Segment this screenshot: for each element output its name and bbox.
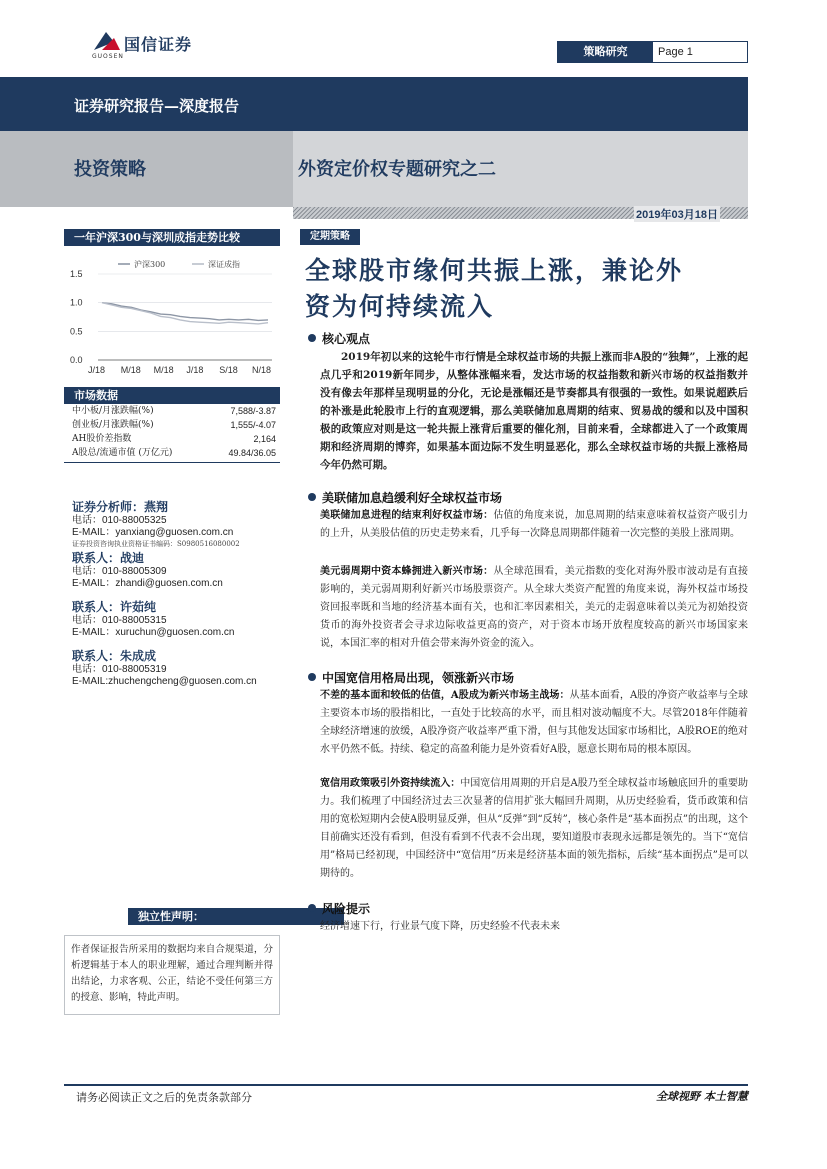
contact-block bbox=[72, 649, 287, 688]
logo-mark-icon bbox=[92, 30, 122, 52]
report-title-line1: 全球股市缘何共振上涨，兼论外 bbox=[305, 256, 684, 285]
x-tick-label: J/18 bbox=[88, 365, 106, 375]
independence-box bbox=[64, 908, 280, 1015]
chart-header: 一年沪深300与深圳成指走势比较 bbox=[64, 229, 280, 246]
market-header: 市场数据 bbox=[64, 387, 280, 404]
paragraph: 美元弱周期中资本蜂拥进入新兴市场：从全球范围看，美元指数的变化对海外股市波动是有直接影响的，美元弱周期利好新兴市场股票资产。从全球大类资产配置的角度来说，海外权益市场投资回报率既和当地的经济基本面有关，也和汇率因素相关，美元的走弱意味着以美元为初始投资货币的海外投资者会寻求边际收益更高的资产，对于资本市场开放程度较高的新兴市场国家来说，本国汇率的相对升值会带来海外资金的流入。 bbox=[320, 566, 749, 649]
market-row: 中小板/月涨跌幅(%) 7,588/-3.87 bbox=[72, 406, 276, 416]
analyst-cert: 证券投资咨询执业资格证书编码：S0980516080002 bbox=[72, 540, 240, 548]
x-tick-label: M/18 bbox=[120, 365, 141, 375]
y-tick-label: 0.0 bbox=[70, 355, 83, 365]
paragraph: 2019年初以来的这轮牛市行情是全球权益市场的共振上涨而非A股的“独舞”，上涨的起点几乎和2019新年同步，从整体涨幅来看，发达市场的权益指数和新兴市场的权益指数并没有像去年那样呈现明显的分化，无论是涨幅还是节奏都具有很强的一致性。如果说超跌后的补涨是此轮股市上行的直观逻辑，那么美联储加息周期的结束、贸易战的缓和以及中国积极的政策应对则是这一轮共振上涨背后重要的催化剂，目前来看，全球都进入了一个政策周期和经济周期的博弈，如果基本面边际不发生明显恶化，那么全球权益市场的共振上涨格局今年仍然可期。 bbox=[320, 351, 748, 471]
report-category: 投资策略 bbox=[74, 159, 146, 180]
bullet-icon bbox=[308, 493, 316, 501]
legend-label: 深证成指 bbox=[208, 260, 240, 269]
header-box bbox=[557, 41, 748, 63]
bullet-icon bbox=[308, 904, 316, 912]
section-heading: 美联储加息趋缓利好全球权益市场 bbox=[308, 489, 502, 506]
legend-label: 沪深300 bbox=[134, 260, 166, 269]
report-series: 外资定价权专题研究之二 bbox=[298, 159, 496, 180]
market-table bbox=[64, 404, 280, 463]
header-section: 策略研究 bbox=[558, 42, 653, 62]
logo-en-text: GUOSEN bbox=[92, 53, 124, 60]
paragraph: 经济增速下行，行业景气度下降，历史经验不代表未来 bbox=[320, 921, 560, 932]
bullet-icon bbox=[308, 673, 316, 681]
contact-block bbox=[72, 551, 287, 590]
series-line bbox=[102, 303, 268, 324]
x-tick-label: J/18 bbox=[186, 365, 204, 375]
contact-email[interactable]: E-MAIL:zhuchengcheng@guosen.com.cn bbox=[72, 676, 257, 687]
y-tick-label: 1.5 bbox=[70, 269, 83, 279]
series-line bbox=[102, 303, 268, 321]
analyst-phone: 电话：010-88005325 bbox=[72, 515, 167, 526]
section-heading: 核心观点 bbox=[308, 330, 370, 347]
index-chart bbox=[64, 248, 280, 384]
x-tick-label: M/18 bbox=[153, 365, 174, 375]
section-heading: 中国宽信用格局出现，领涨新兴市场 bbox=[308, 669, 514, 686]
market-row: A股总/流通市值 (万亿元) 49.84/36.05 bbox=[72, 448, 276, 458]
contact-phone: 电话：010-88005309 bbox=[72, 566, 167, 577]
analyst-block bbox=[72, 500, 287, 549]
paragraph: 不差的基本面和较低的估值，A股成为新兴市场主战场：从基本面看，A股的净资产收益率与全球主要资本市场的股指相比，一直处于比较高的水平，而且相对波动幅度不大。尽管2018年伴随着全球经济增速的放缓，A股净资产收益率严重下滑，但与其他发达国家市场相比，A股ROE的绝对水平仍然不低。持续、稳定的高盈利能力是外资看好A股，愿意长期布局的根本原因。 bbox=[320, 690, 748, 755]
y-tick-label: 0.5 bbox=[70, 326, 83, 337]
x-tick-label: S/18 bbox=[219, 365, 238, 375]
contact-name: 联系人：战迪 bbox=[72, 551, 145, 565]
market-row: 创业板/月涨跌幅(%) 1,555/-4.07 bbox=[72, 420, 276, 430]
contact-phone: 电话：010-88005319 bbox=[72, 664, 167, 675]
section-heading: 风险提示 bbox=[308, 900, 370, 917]
footer-rule bbox=[64, 1084, 748, 1086]
paragraph: 美联储加息进程的结束利好权益市场：估值的角度来说，加息周期的结束意味着权益资产吸引力的上升，从美股估值的历史走势来看，几乎每一次降息周期都伴随着一次完整的美股上涨周期。 bbox=[320, 510, 749, 539]
report-title-line2: 资为何持续流入 bbox=[305, 292, 495, 321]
contact-block bbox=[72, 600, 287, 639]
company-logo bbox=[92, 30, 232, 66]
contact-email[interactable]: E-MAIL：xuruchun@guosen.com.cn bbox=[72, 627, 235, 638]
independence-text: 作者保证报告所采用的数据均来自合规渠道，分析逻辑基于本人的职业理解，通过合理判断并得出结论，力求客观、公正，结论不受任何第三方的授意、影响，特此声明。 bbox=[64, 935, 280, 1015]
analyst-email[interactable]: E-MAIL：yanxiang@guosen.com.cn bbox=[72, 527, 234, 538]
banner-left bbox=[0, 131, 293, 207]
paragraph: 宽信用政策吸引外资持续流入：中国宽信用周期的开启是A股乃至全球权益市场触底回升的重要助力。我们梳理了中国经济过去三次显著的信用扩张大幅回升周期，从历史经验看，货币政策和信用的宽松短期内会使A股明显反弹，但从“反弹”到“反转”，核心条件是“基本面拐点”的出现，这个目前确实还没有看到，但没有看到不代表不会出现，要知道股市表现永远都是领先的。当下“宽信用”格局已经初现，中国经济中“宽信用”历来是经济基本面的领先指标，后续“基本面拐点”是可以期待的。 bbox=[320, 778, 748, 879]
report-type: 证券研究报告—深度报告 bbox=[74, 97, 240, 115]
divider bbox=[64, 462, 280, 463]
contact-phone: 电话：010-88005315 bbox=[72, 615, 167, 626]
contact-name: 联系人：朱成成 bbox=[72, 649, 157, 663]
footer-disclaimer: 请务必阅读正文之后的免责条款部分 bbox=[76, 1091, 252, 1104]
footer-slogan: 全球视野 本土智慧 bbox=[656, 1090, 748, 1103]
market-row: AH股价差指数 2,164 bbox=[72, 434, 276, 444]
contact-email[interactable]: E-MAIL：zhandi@guosen.com.cn bbox=[72, 578, 223, 589]
report-tag: 定期策略 bbox=[300, 229, 360, 245]
bullet-icon bbox=[308, 334, 316, 342]
analyst-name: 证券分析师：燕翔 bbox=[72, 500, 169, 514]
x-tick-label: N/18 bbox=[252, 365, 272, 375]
logo-text: 国信证券 bbox=[124, 35, 193, 54]
page-number: Page 1 bbox=[658, 46, 693, 58]
report-date: 2019年03月18日 bbox=[634, 206, 720, 222]
y-tick-label: 1.0 bbox=[70, 297, 83, 308]
independence-header: 独立性声明： bbox=[128, 908, 344, 925]
contact-name: 联系人：许茹纯 bbox=[72, 600, 157, 614]
